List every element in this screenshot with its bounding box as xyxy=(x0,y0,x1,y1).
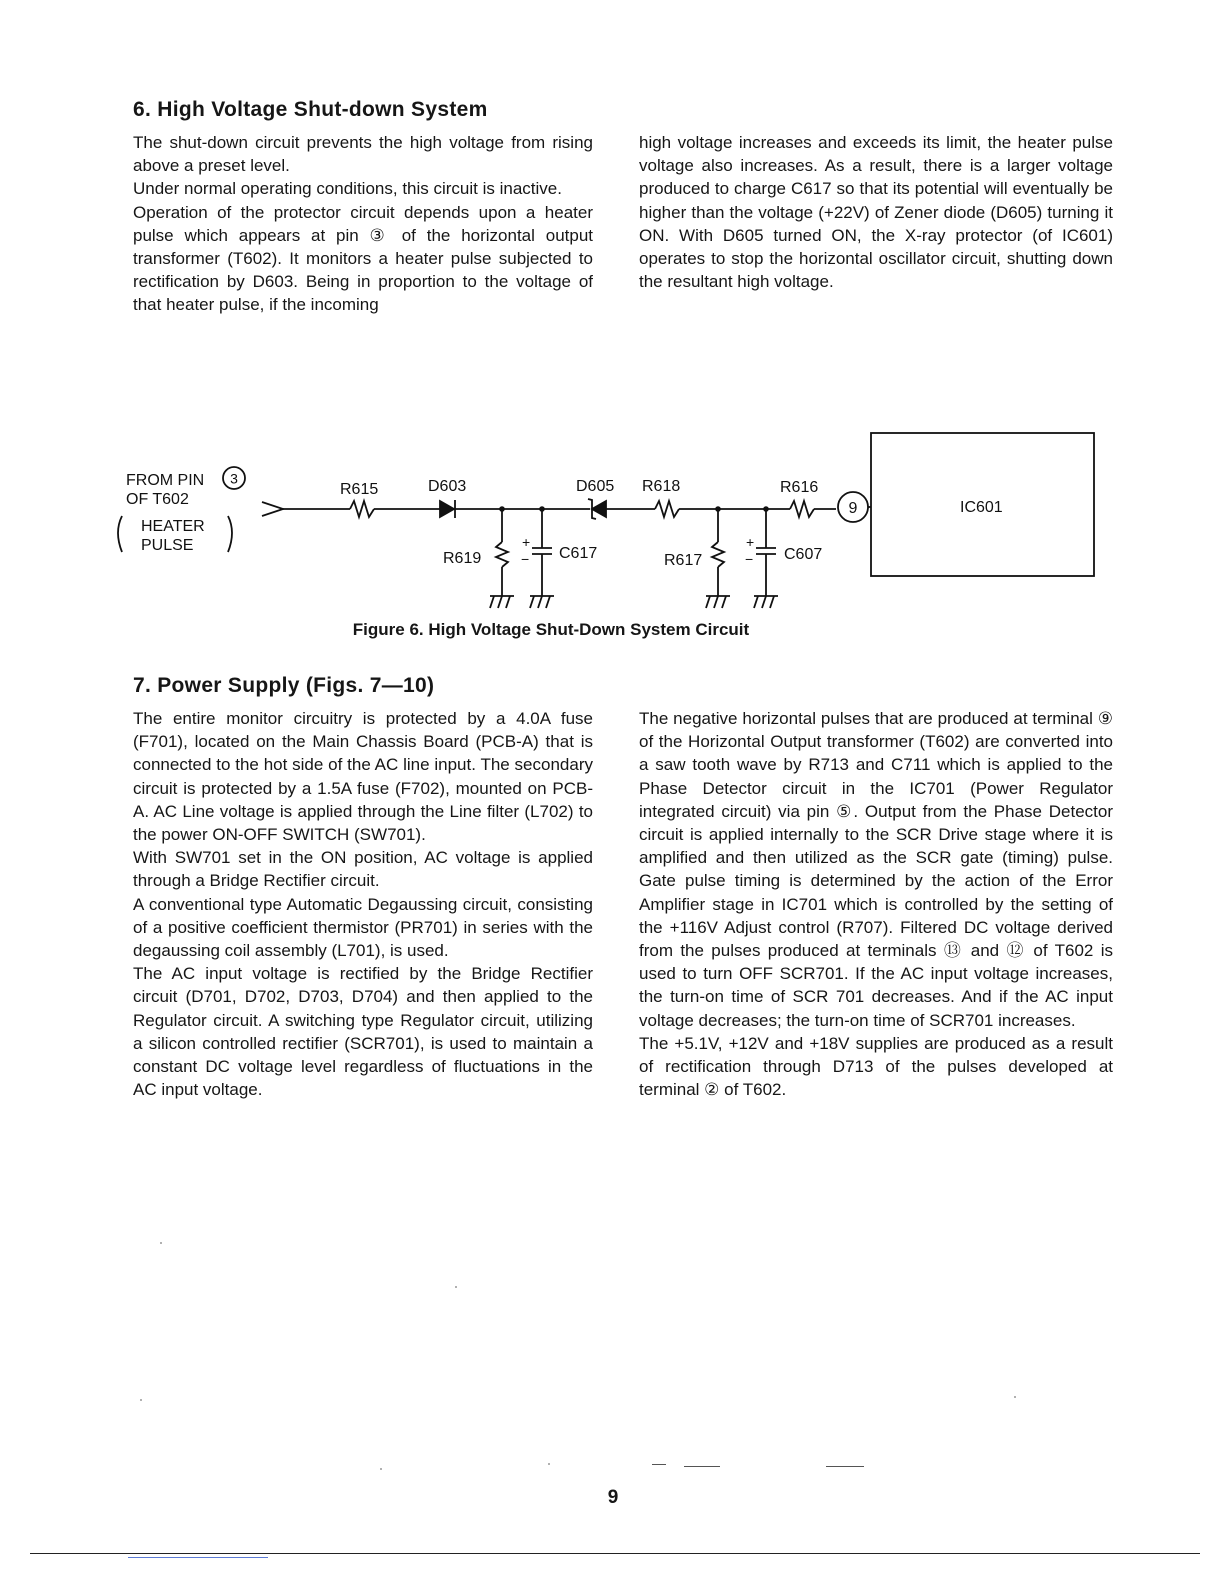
section-7-left-column xyxy=(133,707,593,1101)
paragraph: The entire monitor circuitry is protected by a 4.0A fuse (F701), located on the Main Chassis Board (PCB-A) that is connected to the hot side of the AC line input. The secondary circuit is protected by a 1.5A fuse (F702), mounted on PCB-A. AC Line voltage is applied through the Line filter (L702) to the power ON-OFF SWITCH (SW701). xyxy=(133,709,593,845)
ic601-label: IC601 xyxy=(960,499,1003,516)
scan-speck xyxy=(1014,1396,1016,1398)
paragraph: The negative horizontal pulses that are produced at terminal ⑨ of the Horizontal Output transformer (T602) are converted into a saw tooth wave by R713 and C711 which is applied to the Phase Detector circuit in the IC701 (Power Regulator integrated circuit) via pin ⑤. Output from the Phase Detector circuit is applied internally to the SCR Drive stage where it is amplified and then utilized as the SCR gate (timing) pulse. Gate pulse timing is determined by the action of the Error Amplifier stage in IC701 which is controlled by the setting of the +116V Adjust control (R707). Filtered DC voltage derived from the pulses produced at terminals ⑬ and ⑫ of T602 is used to turn OFF SCR701. If the AC input voltage increases, the turn-on time of SCR 701 decreases. And if the AC input voltage decreases; the turn-on time of SCR701 increases. xyxy=(639,709,1113,1030)
paragraph: The shut-down circuit prevents the high voltage from rising above a preset level. xyxy=(133,133,593,176)
bottom-rule xyxy=(30,1553,1200,1554)
r618-label: R618 xyxy=(642,478,681,495)
pulse-label: PULSE xyxy=(141,537,194,554)
scan-mark xyxy=(652,1464,666,1465)
scan-speck xyxy=(380,1468,382,1470)
r617-resistor xyxy=(712,542,724,567)
d605-label: D605 xyxy=(576,478,615,495)
paragraph: Operation of the protector circuit depends upon a heater pulse which appears at pin ③ of the horizontal output transformer (T602). It monitors a heater pulse subjected to rectification by D603. Being in proportion to the voltage of that heater pulse, if the incoming xyxy=(133,202,593,315)
page-number: 9 xyxy=(607,1487,619,1508)
section-6-left-column xyxy=(133,131,593,317)
r615-resistor xyxy=(350,501,374,517)
c607-plus: + xyxy=(746,534,755,550)
pin-3-number: 3 xyxy=(230,470,238,487)
right-bracket xyxy=(228,516,232,552)
r615-label: R615 xyxy=(340,481,379,498)
c607-label: C607 xyxy=(784,546,823,563)
c617-label: C617 xyxy=(559,545,598,562)
r619-label: R619 xyxy=(443,550,482,567)
section-6-right-column xyxy=(639,131,1113,293)
d603-diode xyxy=(440,501,454,517)
c617-minus: − xyxy=(521,551,530,567)
from-pin-label: FROM PIN xyxy=(126,472,205,489)
left-bracket xyxy=(118,516,122,552)
c607-minus: − xyxy=(745,551,754,567)
d605-zener-diode xyxy=(592,501,606,517)
scan-speck xyxy=(140,1399,142,1401)
r616-resistor xyxy=(790,501,814,517)
section-6-heading: 6. High Voltage Shut-down System xyxy=(133,98,488,121)
d603-label: D603 xyxy=(428,478,467,495)
of-t602-label: OF T602 xyxy=(126,491,189,508)
paragraph: A conventional type Automatic Degaussing circuit, consisting of a positive coefficient thermistor (PR701) in series with the degaussing coil assembly (L701), is used. xyxy=(133,894,593,961)
paragraph: With SW701 set in the ON position, AC voltage is applied through a Bridge Rectifier circuit. xyxy=(133,848,593,891)
heater-label: HEATER xyxy=(141,518,205,535)
paragraph: The +5.1V, +12V and +18V supplies are produced as a result of rectification through D713 of the pulses developed at terminal ② of T602. xyxy=(639,1033,1113,1100)
input-arrow xyxy=(262,502,283,516)
c617-plus: + xyxy=(522,534,531,550)
scan-speck xyxy=(548,1463,550,1465)
paragraph: high voltage increases and exceeds its limit, the heater pulse voltage also increases. As a result, there is a larger voltage produced to charge C617 so that its potential will eventually be higher than the voltage (+22V) of Zener diode (D605) turning it ON. With D605 turned ON, the X-ray protector (of IC601) operates to stop the horizontal oscillator circuit, shutting down the resultant high voltage. xyxy=(639,133,1113,292)
scan-speck xyxy=(160,1242,162,1244)
r616-label: R616 xyxy=(780,479,819,496)
bottom-accent-rule xyxy=(128,1557,268,1558)
section-7-right-column xyxy=(639,707,1113,1101)
pin-9-number: 9 xyxy=(848,500,858,517)
paragraph: Under normal operating conditions, this circuit is inactive. xyxy=(133,179,562,199)
paragraph: The AC input voltage is rectified by the Bridge Rectifier circuit (D701, D702, D703, D704) and then applied to the Regulator circuit. A switching type Regulator circuit, utilizing a silicon controlled rectifier (SCR701), is used to maintain a constant DC voltage level regardless of fluctuations in the AC input voltage. xyxy=(133,964,593,1100)
scan-mark xyxy=(684,1466,720,1467)
section-7-heading: 7. Power Supply (Figs. 7—10) xyxy=(133,674,435,697)
r618-resistor xyxy=(655,501,679,517)
figure-6-caption: Figure 6. High Voltage Shut-Down System Circuit xyxy=(352,620,750,639)
figure-6-circuit-diagram xyxy=(0,420,1224,620)
r619-resistor xyxy=(496,542,508,567)
r617-label: R617 xyxy=(664,552,703,569)
scan-mark xyxy=(826,1466,864,1467)
scan-speck xyxy=(455,1286,457,1288)
